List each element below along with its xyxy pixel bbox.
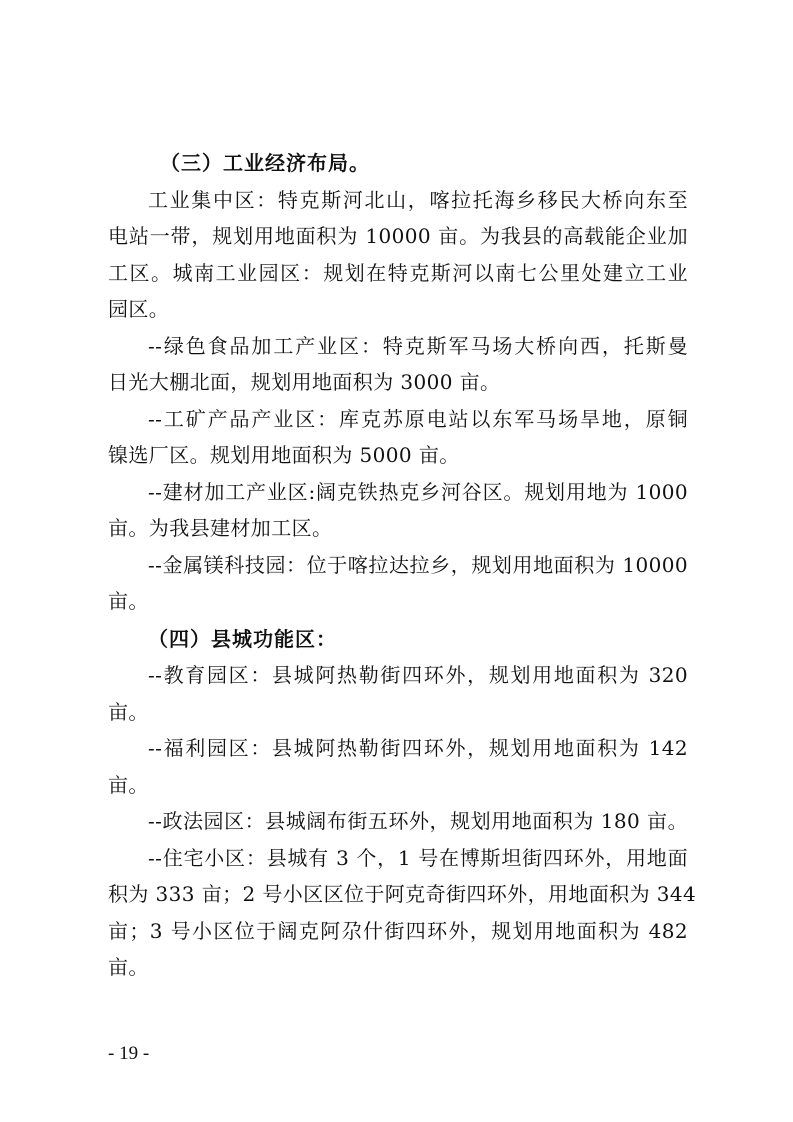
paragraph-line: 亩。 [108, 699, 149, 724]
paragraph-line: 电站一带，规划用地面积为 10000 亩。为我县的高载能企业加 [108, 224, 688, 248]
paragraph-line: 工区。城南工业园区：规划在特克斯河以南七公里处建立工业 [108, 260, 688, 285]
paragraph-line: --教育园区：县城阿热勒街四环外，规划用地面积为 320 [148, 663, 688, 687]
section-heading-industrial-layout: （三）工业经济布局。 [160, 151, 370, 175]
section-heading-county-functional-zones: （四）县城功能区： [148, 626, 337, 651]
paragraph-line: 亩。 [108, 772, 149, 797]
paragraph-line: 亩。为我县建材加工区。 [108, 516, 333, 540]
paragraph-line: --福利园区：县城阿热勒街四环外，规划用地面积为 142 [148, 736, 688, 760]
paragraph-line: 园区。 [108, 297, 170, 321]
paragraph-line: 亩。 [108, 955, 149, 979]
paragraph-line: --工矿产品产业区：库克苏原电站以东军马场旱地，原铜 [148, 406, 688, 431]
paragraph-line: --政法园区：县城阔布街五环外，规划用地面积为 180 亩。 [148, 809, 688, 833]
paragraph-line: 日光大棚北面，规划用地面积为 3000 亩。 [108, 370, 501, 394]
page-number: - 19 - [108, 1043, 150, 1064]
paragraph-line: 亩；3 号小区位于阔克阿尕什街四环外，规划用地面积为 482 [108, 918, 688, 943]
paragraph-line: --绿色食品加工产业区：特克斯军马场大桥向西，托斯曼 [148, 333, 688, 358]
paragraph-line: --建材加工产业区:阔克铁热克乡河谷区。规划用地为 1000 [148, 479, 688, 504]
document-body [108, 145, 697, 986]
paragraph-line: 工业集中区：特克斯河北山，喀拉托海乡移民大桥向东至 [148, 187, 688, 212]
paragraph-line: 亩。 [108, 589, 149, 613]
paragraph-line: --金属镁科技园：位于喀拉达拉乡，规划用地面积为 10000 [148, 552, 688, 577]
paragraph-line: --住宅小区：县城有 3 个，1 号在博斯坦街四环外，用地面 [148, 845, 688, 870]
paragraph-line: 积为 333 亩；2 号小区区位于阿克奇街四环外，用地面积为 344 [108, 882, 697, 906]
paragraph-line: 镍选厂区。规划用地面积为 5000 亩。 [108, 443, 460, 467]
